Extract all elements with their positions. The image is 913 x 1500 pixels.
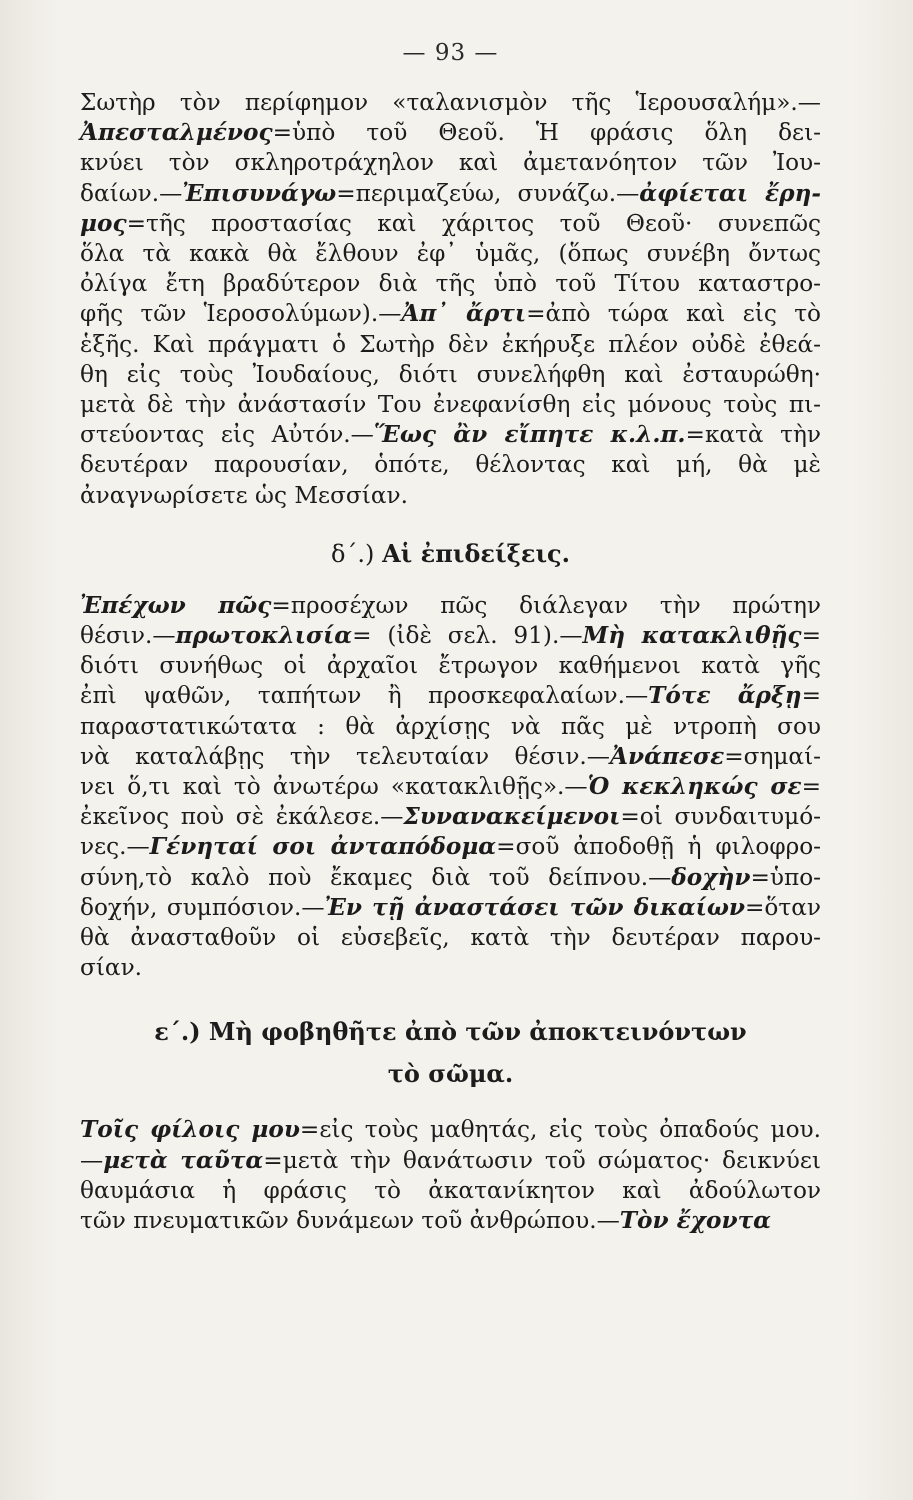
text-line xyxy=(80,1115,821,1145)
section-heading-text: Αἱ ἐπιδείξεις. xyxy=(382,538,571,568)
text-line xyxy=(80,893,821,923)
text-line xyxy=(80,330,821,360)
text-line xyxy=(80,390,821,420)
lemma-term: δοχὴν xyxy=(671,863,751,891)
gloss-text: δοχήν, συμπόσιον.— xyxy=(80,893,325,921)
lemma-term: Ἕως ἂν εἴπητε κ.λ.π. xyxy=(373,421,686,449)
text-line xyxy=(80,299,821,329)
gloss-text: μετὰ δὲ τὴν ἀνάστασίν Του ἐνεφανίσθη εἰς μόνους τοὺς πι- xyxy=(80,391,821,419)
text-line xyxy=(80,88,821,118)
lemma-term: Γένηταί σοι ἀνταπόδομα xyxy=(149,833,497,861)
gloss-text: δευτέραν παρουσίαν, ὁπότε, θέλοντας καὶ μή, θὰ μὲ xyxy=(80,451,821,479)
text-line xyxy=(80,481,821,511)
gloss-text: νες.— xyxy=(80,833,150,861)
gloss-text: =μετὰ τὴν θανάτωσιν τοῦ σώματος· δεικνύει xyxy=(263,1146,821,1174)
lemma-term: ἀφίεται ἔρη- xyxy=(639,179,821,207)
text-line xyxy=(80,179,821,209)
lemma-term: Ἐν τῇ ἀναστάσει τῶν δικαίων xyxy=(324,893,745,921)
section-heading-delta xyxy=(80,539,821,569)
gloss-text: ἐπὶ ψαθῶν, ταπήτων ἢ προσκεφαλαίων.— xyxy=(80,682,649,710)
text-line xyxy=(80,1176,821,1206)
lemma-term: Ἀπ᾿ ἄρτι xyxy=(401,300,527,328)
text-line xyxy=(80,591,821,621)
lemma-term: Συνανακείμενοι xyxy=(403,803,621,831)
gloss-text: σύνη,τὸ καλὸ ποὺ ἔκαμες διὰ τοῦ δείπνου.— xyxy=(80,863,672,891)
gloss-text: = xyxy=(801,622,821,650)
lemma-term: Ἐπέχων πῶς xyxy=(80,591,272,619)
gloss-text: σίαν. xyxy=(80,954,143,982)
text-line xyxy=(80,1146,821,1176)
text-line xyxy=(80,209,821,239)
gloss-text: νει ὅ,τι καὶ τὸ ἀνωτέρω «κατακλιθῇς».— xyxy=(80,773,588,801)
paragraph-commentary-2 xyxy=(80,591,821,984)
text-line xyxy=(80,239,821,269)
text-line xyxy=(80,832,821,862)
text-line xyxy=(80,450,821,480)
section-heading-number: δ΄.) xyxy=(330,539,375,568)
lemma-term: Τότε ἄρξῃ xyxy=(648,682,802,710)
gloss-text: φῆς τῶν Ἱεροσολύμων).— xyxy=(80,300,402,328)
gloss-text: κνύει τὸν σκληροτράχηλον καὶ ἀμετανόητον τῶν Ἰου- xyxy=(80,149,821,177)
gloss-text: θὰ ἀνασταθοῦν οἱ εὐσεβεῖς, κατὰ τὴν δευτέραν παρου- xyxy=(80,924,821,952)
text-line xyxy=(80,420,821,450)
section-heading-epsilon xyxy=(80,1011,821,1095)
gloss-text: θη εἰς τοὺς Ἰουδαίους, διότι συνελήφθη καὶ ἐσταυρώθη· xyxy=(80,360,821,388)
gloss-text: παραστατικώτατα : θὰ ἀρχίσῃς νὰ πᾶς μὲ ντροπὴ σου xyxy=(80,712,821,740)
text-line xyxy=(80,621,821,651)
text-line xyxy=(80,1206,821,1236)
page-number: — 93 — xyxy=(402,40,499,66)
text-line xyxy=(80,148,821,178)
gloss-text: =οἱ συνδαιτυμό- xyxy=(620,803,821,831)
text-line xyxy=(80,923,821,953)
gloss-text: =προσέχων πῶς διάλεγαν τὴν πρώτην xyxy=(271,591,821,619)
gloss-text: θέσιν.— xyxy=(80,622,176,650)
gloss-text: =ἀπὸ τώρα καὶ εἰς τὸ xyxy=(526,300,821,328)
lemma-term: πρωτοκλισία xyxy=(175,622,353,650)
text-line xyxy=(80,742,821,772)
lemma-term: Ὁ κεκληκώς σε xyxy=(587,773,802,801)
text-line xyxy=(80,953,821,983)
lemma-term: Ἀνάπεσε xyxy=(610,742,725,770)
gloss-text: ἀναγνωρίσετε ὡς Μεσσίαν. xyxy=(80,481,408,509)
gloss-text: διότι συνήθως οἱ ἀρχαῖοι ἔτρωγον καθήμενοι κατὰ γῆς xyxy=(80,652,821,680)
text-line xyxy=(80,802,821,832)
gloss-text: =ὑπο- xyxy=(750,863,821,891)
gloss-text: ὀλίγα ἔτη βραδύτερον διὰ τῆς ὑπὸ τοῦ Τίτου καταστρο- xyxy=(80,270,821,298)
gloss-text: ὅλα τὰ κακὰ θὰ ἔλθουν ἐφ᾿ ὑμᾶς, (ὅπως συνέβη ὄντως xyxy=(80,240,821,268)
lemma-term: μετὰ ταῦτα xyxy=(103,1146,264,1174)
gloss-text: = xyxy=(801,773,821,801)
gloss-text: ἑξῆς. Καὶ πράγματι ὁ Σωτὴρ δὲν ἐκήρυξε πλέον οὐδὲ ἐθεά- xyxy=(80,330,821,358)
paragraph-commentary-3 xyxy=(80,1115,821,1236)
lemma-term: Ἀπεσταλμένος xyxy=(80,119,273,147)
text-line xyxy=(80,269,821,299)
gloss-text: = (ἰδὲ σελ. 91).— xyxy=(352,622,583,650)
paragraph-commentary-1 xyxy=(80,88,821,511)
gloss-text: =σοῦ ἀποδοθῇ ἡ φιλοφρο- xyxy=(496,833,821,861)
gloss-text: =εἰς τοὺς μαθητάς, εἰς τοὺς ὀπαδούς μου. xyxy=(299,1116,821,1144)
text-line xyxy=(80,772,821,802)
gloss-text: =σημαί- xyxy=(724,742,821,770)
text-line xyxy=(80,863,821,893)
section-heading-line-1: ε΄.) Μὴ φοβηθῆτε ἀπὸ τῶν ἀποκτεινόντων xyxy=(154,1017,747,1047)
gloss-text: θαυμάσια ἡ φράσις τὸ ἀκατανίκητον καὶ ἀδούλωτον xyxy=(80,1176,821,1204)
text-line xyxy=(80,681,821,711)
gloss-text: =περιμαζεύω, συνάζω.— xyxy=(336,179,640,207)
gloss-text: στεύοντας εἰς Αὐτόν.— xyxy=(80,421,374,449)
gloss-text: ἐκεῖνος ποὺ σὲ ἐκάλεσε.— xyxy=(80,803,404,831)
lemma-term: Μὴ κατακλιθῇς xyxy=(582,622,802,650)
lemma-term: Τὸν ἔχοντα xyxy=(619,1207,772,1235)
gloss-text: =τῆς προστασίας καὶ χάριτος τοῦ Θεοῦ· συνεπῶς xyxy=(126,209,821,237)
gloss-text: =κατὰ τὴν xyxy=(685,421,821,449)
gloss-text: τῶν πνευματικῶν δυνάμεων τοῦ ἀνθρώπου.— xyxy=(80,1207,620,1235)
gloss-text: =ὅταν xyxy=(745,893,821,921)
gloss-text: = xyxy=(801,682,821,710)
gloss-text: νὰ καταλάβῃς τὴν τελευταίαν θέσιν.— xyxy=(80,742,610,770)
lemma-term: Τοῖς φίλοις μου xyxy=(80,1116,300,1144)
gloss-text: δαίων.— xyxy=(80,179,183,207)
gloss-text: =ὑπὸ τοῦ Θεοῦ. Ἡ φράσις ὅλη δει- xyxy=(272,119,821,147)
gloss-text: Σωτὴρ τὸν περίφημον «ταλανισμὸν τῆς Ἱερουσαλήμ».— xyxy=(80,89,821,116)
text-line xyxy=(80,712,821,742)
lemma-term: μος xyxy=(80,209,127,237)
lemma-term: Ἐπισυνάγω xyxy=(182,179,337,207)
text-line xyxy=(80,360,821,390)
section-heading-line-2: τὸ σῶμα. xyxy=(387,1059,514,1089)
gloss-text: — xyxy=(80,1146,104,1174)
text-line xyxy=(80,651,821,681)
text-line xyxy=(80,118,821,148)
